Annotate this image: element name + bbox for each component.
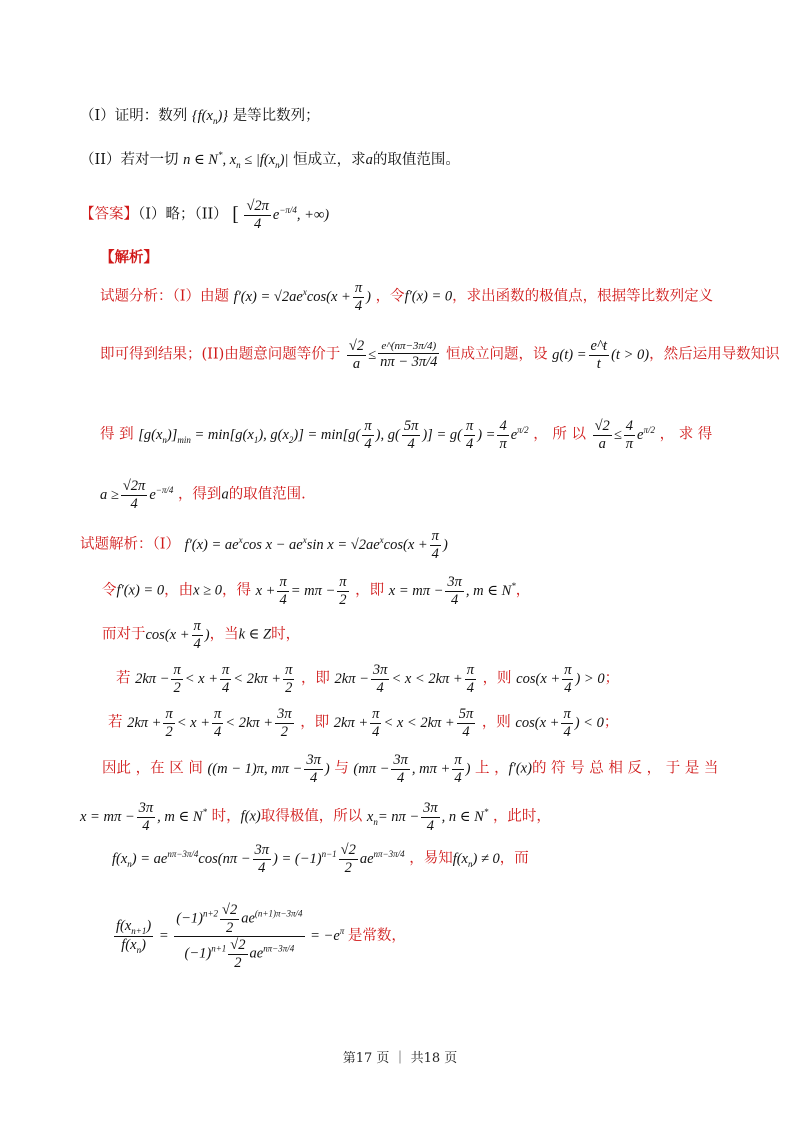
solution-line-3: 而对于cos(x + $\frac{\pi}{4}$ )，当k ∈ Z时， [102,618,301,652]
answer-formula: [ $\frac{√2\pi}{4}$ $e^{-\pi/4}$, +∞) [232,198,330,232]
page-footer: 第17 页 ｜ 共18 页 [342,1051,458,1066]
answer-label: 【答案】 [80,206,138,223]
analysis-line-1: 试题分析：（I）由题 $f'(x) = √2ae^x\cos(x$ + $\frac{\pi}{4}$ ) ，令f′(x) = 0，求出函数的极值点，根据等比数列定义 [100,280,714,314]
solution-line-4: 若 2kπ − $\frac{\pi}{2}$ < x + $\frac{\pi}{4}$ < 2kπ + $\frac{\pi}{2}$ ，即 2kπ − $\frac{3\pi}{4}$ < x < 2kπ + $\frac{\pi}{4}$ ，则 cos(x + $\frac{\pi}{4}$ ) > 0； [116,662,620,696]
analysis-line-3: 得 到 $[g(x_n)]_{min} = \min[g(x_1)$, $g(x_2)] = \min[g$( $\frac{\pi}{4}$ ), g( $\frac{5\pi}{4}$ )] = g( $\frac{\pi}{4}$ ) = $\frac{4}{\pi}$ $e^{\pi/2}$ ， 所 以 $\frac{√2}{a}$ ≤ $\frac{4}{\pi}$ $e^{\pi/2}$ ， 求 得 [100,418,713,452]
analysis-line-4: a ≥ $\frac{√2\pi}{4}$ $e^{-\pi/4}$ ，得到a的取值范围. [100,478,306,512]
solution-line-8: $f(x_n) = ae^{n\pi-3\pi/4}\cos(n\pi$ − $\frac{3\pi}{4}$ ) = $(-1)^{n-1}$ $\frac{√2}{2}$ $ae^{n\pi-3\pi/4}$ ，易知$f(x_n) \ne 0$，而 [112,842,529,876]
analysis-title: 【解析】 [100,249,158,266]
question-part-1: （I）证明：数列 $\{f(x_n)\}$ 是等比数列； [80,108,320,126]
solution-line-5: 若 2kπ + $\frac{\pi}{2}$ < x + $\frac{\pi}{4}$ < 2kπ + $\frac{3\pi}{2}$ ，即 2kπ + $\frac{\pi}{4}$ < x < 2kπ + $\frac{5\pi}{4}$ ，则 cos(x + $\frac{\pi}{4}$ ) < 0； [108,706,619,740]
solution-line-9: $\frac{f(x_{n+1})}{f(x_n)}$ = $(-1)^{n+2}$ $\frac{√2}{2}$ $ae^{(n+1)\pi-3\pi/4}$ $(-1)^{n+1}$ $\frac{√2}{2}$ $ae^{n\pi-3\pi/4}$ = $-e^\pi$ 是常数， [116,902,406,972]
solution-line-1: 试题解析：（I） $f'(x) = ae^x\cos$ $x - ae^x\sin$ $x = √2ae^x\cos(x$ + $\frac{\pi}{4}$ ) [80,528,448,562]
analysis-line-2: 即可得到结果；(II)由题意问题等价于 $\frac{√2}{a}$ ≤ $\frac{e\^{}(n\pi-3\pi/4)}{n\pi - 3\pi/4}$ 恒成立问题，设 g(t) = $\frac{e\^{}t}{t}$ (t > 0)，然后运用导数知识 [100,338,780,372]
question-part-2: （II）若对一切 n ∈ N*, $x_n \le |f(x_n)|$ 恒成立，求a的取值范围。 [80,150,460,170]
answer-line: 【答案】（I）略；（II） [ $\frac{√2\pi}{4}$ $e^{-\pi/4}$, +∞) [80,198,330,232]
solution-line-2: 令f′(x) = 0，由x ≥ 0，得 x + $\frac{\pi}{4}$ = mπ − $\frac{\pi}{2}$ ，即 x = mπ − $\frac{3\pi}{4}$ , m ∈ N*， [102,574,531,608]
solution-line-7: x = mπ − $\frac{3\pi}{4}$ , m ∈ N* 时，f(x)取得极值，所以 $x_n= n\pi$ − $\frac{3\pi}{4}$ , n ∈ N* ，此时， [80,800,551,834]
solution-line-6: 因此 ，在 区 间 ((m − 1)π, mπ − $\frac{3\pi}{4}$ ) 与 (mπ − $\frac{3\pi}{4}$ , mπ + $\frac{\pi}{4}$ ) 上 ，f′(x)的 符 号 总 相 反 ， 于 是 当 [102,752,719,786]
